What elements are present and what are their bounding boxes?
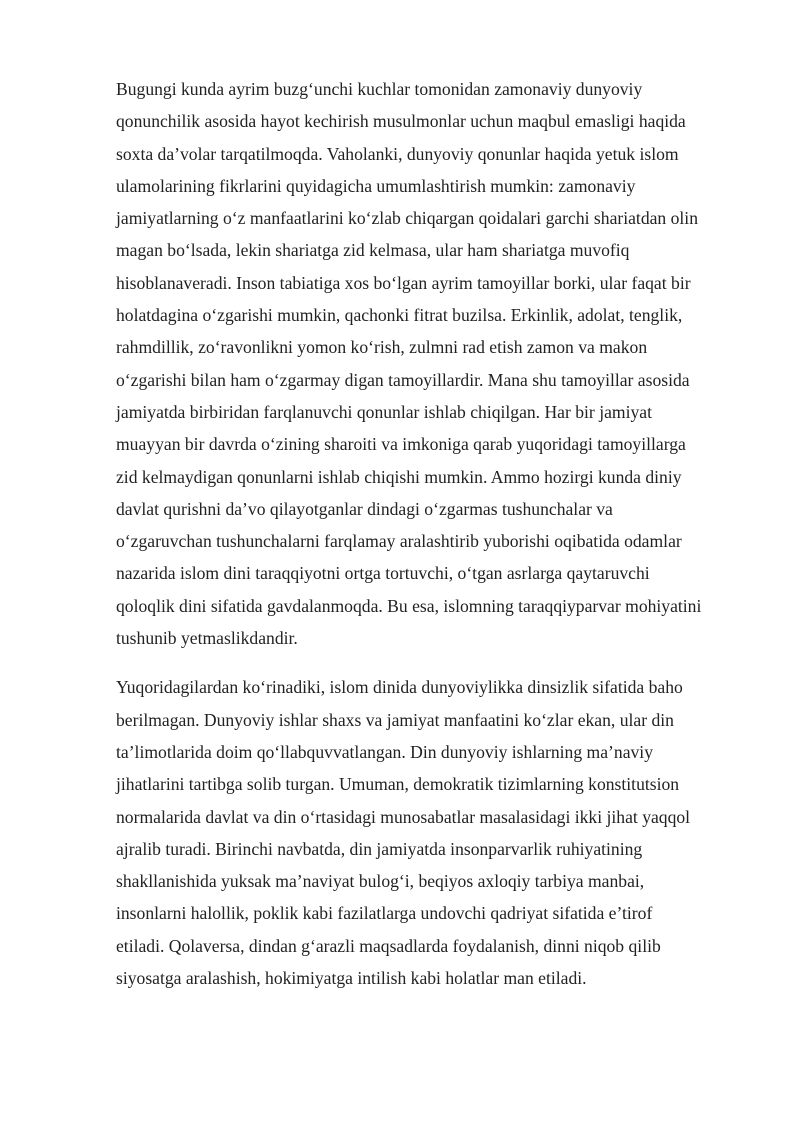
text-line: ulamolarining fikrlarini quyidagicha umumlashtirish mumkin: zamonaviy xyxy=(116,175,636,196)
text-line: jihatlarini tartibga solib turgan. Umuman, demokratik tizimlarning konstitutsion xyxy=(116,774,680,795)
text-line: o‘zgarishi bilan ham o‘zgarmay digan tamoyillardir. Mana shu tamoyillar asosida xyxy=(116,369,690,390)
text-line: Yuqoridagilardan ko‘rinadiki, islom dinida dunyoviylikka dinsizlik sifatida baho xyxy=(116,677,683,698)
text-line: qoloqlik dini sifatida gavdalanmoqda. Bu esa, islomning taraqqiyparvar mohiyatini xyxy=(116,595,702,616)
text-line: soxta da’volar tarqatilmoqda. Vaholanki, dunyoviy qonunlar haqida yetuk islom xyxy=(116,143,679,164)
paragraph-spacing xyxy=(116,654,746,671)
text-line: ajralib turadi. Birinchi navbatda, din jamiyatda insonparvarlik ruhiyatining xyxy=(116,838,643,859)
text-line: jamiyatlarning o‘z manfaatlarini ko‘zlab chiqargan qoidalari garchi shariatdan olin xyxy=(116,208,698,229)
text-line: muayyan bir davrda o‘zining sharoiti va imkoniga qarab yuqoridagi tamoyillarga xyxy=(116,434,686,455)
text-line: insonlarni halollik, poklik kabi fazilatlarga undovchi qadriyat sifatida e’tirof xyxy=(116,903,653,924)
text-line: nazarida islom dini taraqqiyotni ortga tortuvchi, o‘tgan asrlarga qaytaruvchi xyxy=(116,563,650,584)
text-line: holatdagina o‘zgarishi mumkin, qachonki fitrat buzilsa. Erkinlik, adolat, tenglik, xyxy=(116,305,683,326)
paragraph-2 xyxy=(116,671,746,994)
text-line: Bugungi kunda ayrim buzg‘unchi kuchlar tomonidan zamonaviy dunyoviy xyxy=(116,79,643,99)
text-line: normalarida davlat va din o‘rtasidagi munosabatlar masalasidagi ikki jihat yaqqol xyxy=(116,806,691,827)
document-body xyxy=(116,73,746,994)
text-line: shakllanishida yuksak ma’naviyat bulog‘i, beqiyos axloqiy tarbiya manbai, xyxy=(116,871,645,892)
text-line: etiladi. Qolaversa, dindan g‘arazli maqsadlarda foydalanish, dinni niqob qilib xyxy=(116,935,661,956)
text-line: siyosatga aralashish, hokimiyatga intilish kabi holatlar man etiladi. xyxy=(116,968,587,989)
text-line: ta’limotlarida doim qo‘llabquvvatlangan. Din dunyoviy ishlarning ma’naviy xyxy=(116,741,653,762)
text-line: tushunib yetmaslikdandir. xyxy=(116,628,298,649)
text-line: berilmagan. Dunyoviy ishlar shaxs va jamiyat manfaatini ko‘zlar ekan, ular din xyxy=(116,709,674,730)
text-line: zid kelmaydigan qonunlarni ishlab chiqishi mumkin. Ammo hozirgi kunda diniy xyxy=(116,466,682,487)
text-line: hisoblanaveradi. Inson tabiatiga xos bo‘lgan ayrim tamoyillar borki, ular faqat bir xyxy=(116,272,691,293)
text-line: rahmdillik, zo‘ravonlikni yomon ko‘rish, zulmni rad etish zamon va makon xyxy=(116,337,648,358)
paragraph-1 xyxy=(116,73,746,654)
text-line: o‘zgaruvchan tushunchalarni farqlamay aralashtirib yuborishi oqibatida odamlar xyxy=(116,531,682,552)
text-line: magan bo‘lsada, lekin shariatga zid kelmasa, ular ham shariatga muvofiq xyxy=(116,240,630,261)
text-line: jamiyatda birbiridan farqlanuvchi qonunlar ishlab chiqilgan. Har bir jamiyat xyxy=(116,401,652,422)
text-line: qonunchilik asosida hayot kechirish musulmonlar uchun maqbul emasligi haqida xyxy=(116,111,686,132)
text-line: davlat qurishni da’vo qilayotganlar dindagi o‘zgarmas tushunchalar va xyxy=(116,498,613,519)
